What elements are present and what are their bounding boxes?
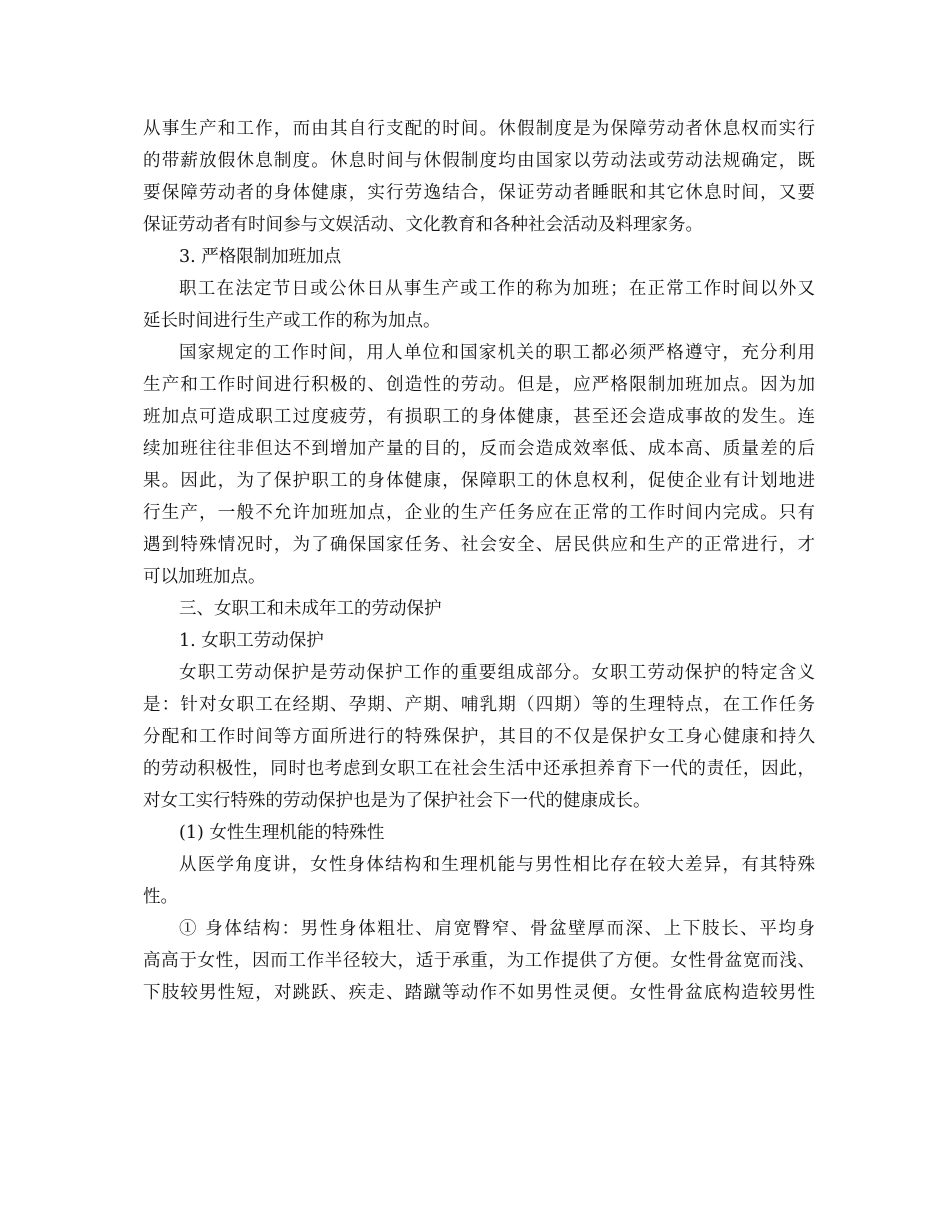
text-line [143, 721, 815, 753]
text-line-content: 的带薪放假休息制度。休息时间与休假制度均由国家以劳动法或劳动法规确定，既 [143, 151, 815, 171]
text-line-content: 保证劳动者有时间参与文娱活动、文化教育和各种社会活动及料理家务。 [143, 215, 703, 235]
text-line [143, 369, 815, 401]
text-line [143, 913, 815, 945]
text-line [143, 785, 815, 817]
text-line-content: 三、女职工和未成年工的劳动保护 [179, 599, 442, 619]
text-line [143, 881, 815, 913]
text-line-content: 性。 [143, 887, 178, 907]
text-line [143, 657, 815, 689]
text-line [143, 401, 815, 433]
text-line-content: 生产和工作时间进行积极的、创造性的劳动。但是，应严格限制加班加点。因为加 [143, 375, 815, 395]
text-line-content: 是：针对女职工在经期、孕期、产期、哺乳期（四期）等的生理特点，在工作任务 [143, 695, 815, 715]
text-line-content: 可以加班加点。 [143, 567, 266, 587]
text-line [143, 433, 815, 465]
text-line [143, 337, 815, 369]
text-line-content: 要保障劳动者的身体健康，实行劳逸结合，保证劳动者睡眠和其它休息时间，又要 [143, 183, 815, 203]
text-line [143, 209, 815, 241]
text-line-content: 遇到特殊情况时，为了确保国家任务、社会安全、居民供应和生产的正常进行，才 [143, 535, 815, 555]
text-line [143, 241, 815, 273]
text-line-content: 行生产，一般不允许加班加点，企业的生产任务应在正常的工作时间内完成。只有 [143, 503, 815, 523]
text-line-content: 果。因此，为了保护职工的身体健康，保障职工的休息权利，促使企业有计划地进 [143, 471, 815, 491]
document-body [143, 113, 815, 1009]
text-line [143, 529, 815, 561]
text-line-content: 1. 女职工劳动保护 [179, 631, 324, 651]
text-line-content: 3. 严格限制加班加点 [179, 247, 342, 267]
text-line [143, 817, 815, 849]
text-line-content: 班加点可造成职工过度疲劳，有损职工的身体健康，甚至还会造成事故的发生。连 [143, 407, 815, 427]
text-line-content: 分配和工作时间等方面所进行的特殊保护，其目的不仅是保护女工身心健康和持久 [143, 727, 815, 747]
text-line-content: (1) 女性生理机能的特殊性 [179, 823, 385, 843]
text-line-content: 职工在法定节日或公休日从事生产或工作的称为加班；在正常工作时间以外又 [179, 279, 815, 299]
text-line [143, 945, 815, 977]
text-line [143, 977, 815, 1009]
text-line-content: 女职工劳动保护是劳动保护工作的重要组成部分。女职工劳动保护的特定含义 [179, 663, 815, 683]
text-line [143, 593, 815, 625]
text-line [143, 113, 815, 145]
text-line-content: 延长时间进行生产或工作的称为加点。 [143, 311, 441, 331]
text-line [143, 625, 815, 657]
text-line [143, 305, 815, 337]
text-line [143, 849, 815, 881]
text-line [143, 273, 815, 305]
text-line [143, 465, 815, 497]
text-line-content: ① 身体结构：男性身体粗壮、肩宽臀窄、骨盆壁厚而深、上下肢长、平均身 [179, 919, 815, 939]
text-line-content: 的劳动积极性，同时也考虑到女职工在社会生活中还承担养育下一代的责任，因此， [143, 759, 815, 779]
text-line [143, 561, 815, 593]
text-line-content: 高高于女性，因而工作半径较大，适于承重，为工作提供了方便。女性骨盆宽而浅、 [143, 951, 815, 971]
text-line-content: 从医学角度讲，女性身体结构和生理机能与男性相比存在较大差异，有其特殊 [179, 855, 815, 875]
text-line [143, 145, 815, 177]
text-line-content: 从事生产和工作，而由其自行支配的时间。休假制度是为保障劳动者休息权而实行 [143, 119, 815, 139]
text-line-content: 对女工实行特殊的劳动保护也是为了保护社会下一代的健康成长。 [143, 791, 651, 811]
text-line-content: 下肢较男性短，对跳跃、疾走、踏蹴等动作不如男性灵便。女性骨盆底构造较男性 [143, 983, 815, 1003]
text-line [143, 689, 815, 721]
text-line-content: 续加班往往非但达不到增加产量的目的，反而会造成效率低、成本高、质量差的后 [143, 439, 815, 459]
text-line [143, 753, 815, 785]
text-line-content: 国家规定的工作时间，用人单位和国家机关的职工都必须严格遵守，充分利用 [179, 343, 815, 363]
text-line [143, 177, 815, 209]
text-line [143, 497, 815, 529]
